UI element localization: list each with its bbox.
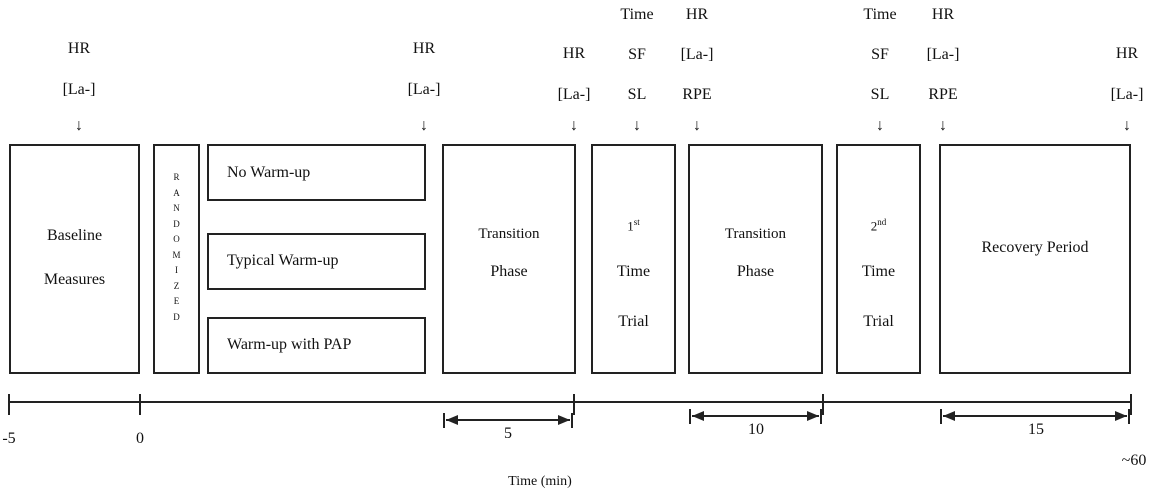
box-text: Trial <box>863 313 894 330</box>
randomized-letter: A <box>173 187 180 198</box>
randomized-letter: D <box>173 218 180 229</box>
box-text: Trial <box>618 313 649 330</box>
label-hr: HR <box>1115 45 1139 62</box>
label-hr: HR <box>67 40 91 57</box>
label-time: Time <box>863 6 897 23</box>
box-text: 1st <box>627 217 640 234</box>
randomized-letter: O <box>173 234 180 244</box>
randomized-letter: M <box>172 249 181 260</box>
box-text: Transition <box>724 226 787 242</box>
down-arrow-icon: ↓ <box>570 117 578 134</box>
down-arrow-icon: ↓ <box>1123 117 1131 134</box>
arrowheads <box>446 411 1127 425</box>
duration-label: 15 <box>1028 421 1044 438</box>
box-text: 2nd <box>870 217 887 234</box>
box-text: Measures <box>43 271 106 288</box>
label-rpe: RPE <box>928 86 958 103</box>
down-arrow-icon: ↓ <box>876 117 884 134</box>
label-sl: SL <box>870 86 890 103</box>
label-sl: SL <box>627 86 647 103</box>
label-la: [La-] <box>62 81 96 98</box>
box-text: Phase <box>490 263 528 280</box>
arrowhead-left-icon <box>943 411 955 421</box>
label-rpe: RPE <box>682 86 712 103</box>
randomized-letter: Z <box>173 280 180 291</box>
label-la: [La-] <box>557 86 591 103</box>
randomized-letter: E <box>173 296 180 306</box>
randomized-letter: D <box>173 311 180 322</box>
randomized-letter: N <box>173 203 180 213</box>
down-arrow-icon: ↓ <box>693 117 701 134</box>
axis-label: Time (min) <box>508 474 572 489</box>
arrowhead-left-icon <box>692 411 704 421</box>
box-text: Baseline <box>46 227 103 244</box>
tick-label: -5 <box>2 430 16 447</box>
box-text: Recovery Period <box>981 239 1089 256</box>
label-la: [La-] <box>926 46 960 63</box>
box-text: Time <box>616 263 651 280</box>
down-arrow-icon: ↓ <box>420 117 428 134</box>
arrowhead-right-icon <box>807 411 819 421</box>
down-arrow-icon: ↓ <box>939 117 947 134</box>
box-text: Time <box>861 263 896 280</box>
label-la: [La-] <box>680 46 714 63</box>
arrowhead-left-icon <box>446 415 458 425</box>
arrowhead-right-icon <box>558 415 570 425</box>
tick-label: 0 <box>136 430 144 447</box>
arrowhead-right-icon <box>1115 411 1127 421</box>
end-time-label: ~60 <box>1121 452 1147 469</box>
duration-label: 5 <box>504 425 512 442</box>
box-text: Warm-up with PAP <box>227 336 352 353</box>
box-text: Phase <box>736 263 775 280</box>
label-sf: SF <box>871 46 889 63</box>
label-hr: HR <box>931 6 955 23</box>
label-sf: SF <box>628 46 646 63</box>
box-text: Typical Warm-up <box>227 252 339 269</box>
label-hr: HR <box>685 6 709 23</box>
label-la: [La-] <box>1110 86 1144 103</box>
randomized-letter: R <box>173 172 180 182</box>
down-arrow-icon: ↓ <box>75 117 83 134</box>
label-hr: HR <box>562 45 586 62</box>
label-la: [La-] <box>407 81 441 98</box>
down-arrow-icon: ↓ <box>633 117 641 134</box>
box-text: Transition <box>478 226 540 242</box>
duration-label: 10 <box>748 421 764 438</box>
label-time: Time <box>620 6 654 23</box>
label-hr: HR <box>412 40 436 57</box>
box-text: No Warm-up <box>227 164 311 181</box>
randomized-letter: I <box>175 265 178 275</box>
